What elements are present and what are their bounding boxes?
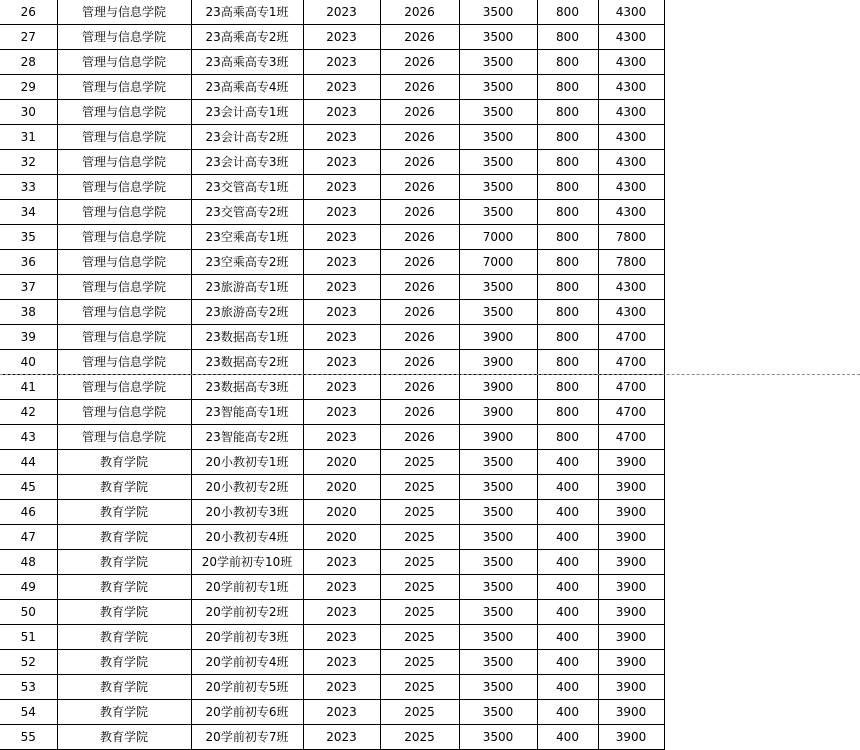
college-cell[interactable]: 教育学院 [57, 450, 191, 475]
total-cell[interactable]: 7800 [598, 250, 664, 275]
row-number-cell[interactable]: 29 [0, 75, 57, 100]
total-cell[interactable]: 3900 [598, 525, 664, 550]
tuition-cell[interactable]: 3900 [459, 325, 537, 350]
graduate-year-cell[interactable]: 2026 [380, 75, 459, 100]
graduate-year-cell[interactable]: 2025 [380, 675, 459, 700]
fee-cell[interactable]: 400 [537, 475, 598, 500]
row-number-cell[interactable]: 28 [0, 50, 57, 75]
enroll-year-cell[interactable]: 2023 [303, 225, 380, 250]
class-name-cell[interactable]: 23会计高专2班 [191, 125, 303, 150]
total-cell[interactable]: 4300 [598, 75, 664, 100]
tuition-cell[interactable]: 3500 [459, 25, 537, 50]
fee-cell[interactable]: 800 [537, 300, 598, 325]
table-row [0, 225, 664, 250]
college-cell[interactable]: 教育学院 [57, 625, 191, 650]
enroll-year-cell[interactable]: 2023 [303, 400, 380, 425]
tuition-cell[interactable]: 3500 [459, 75, 537, 100]
fee-cell[interactable]: 800 [537, 125, 598, 150]
row-number-cell[interactable]: 27 [0, 25, 57, 50]
fee-cell[interactable]: 800 [537, 325, 598, 350]
total-cell[interactable]: 3900 [598, 625, 664, 650]
class-name-cell[interactable]: 20学前初专7班 [191, 725, 303, 750]
tuition-cell[interactable]: 7000 [459, 225, 537, 250]
graduate-year-cell[interactable]: 2025 [380, 625, 459, 650]
fee-cell[interactable]: 800 [537, 175, 598, 200]
fee-cell[interactable]: 800 [537, 25, 598, 50]
class-name-cell[interactable]: 20学前初专10班 [191, 550, 303, 575]
class-name-cell[interactable]: 23交管高专2班 [191, 200, 303, 225]
row-number-cell[interactable]: 54 [0, 700, 57, 725]
fee-cell[interactable]: 400 [537, 550, 598, 575]
row-number-cell[interactable]: 32 [0, 150, 57, 175]
enroll-year-cell[interactable]: 2023 [303, 75, 380, 100]
fee-cell[interactable]: 400 [537, 700, 598, 725]
tuition-cell[interactable]: 3900 [459, 375, 537, 400]
class-name-cell[interactable]: 23高乘高专3班 [191, 50, 303, 75]
enroll-year-cell[interactable]: 2023 [303, 350, 380, 375]
enroll-year-cell[interactable]: 2023 [303, 300, 380, 325]
tuition-cell[interactable]: 3500 [459, 600, 537, 625]
fee-cell[interactable]: 400 [537, 500, 598, 525]
fee-cell[interactable]: 400 [537, 450, 598, 475]
fee-cell[interactable]: 400 [537, 600, 598, 625]
college-cell[interactable]: 管理与信息学院 [57, 0, 191, 25]
table-row [0, 200, 664, 225]
tuition-cell[interactable]: 3500 [459, 525, 537, 550]
graduate-year-cell[interactable]: 2026 [380, 400, 459, 425]
tuition-cell[interactable]: 3900 [459, 425, 537, 450]
tuition-cell[interactable]: 3500 [459, 275, 537, 300]
table-row [0, 275, 664, 300]
college-cell[interactable]: 管理与信息学院 [57, 375, 191, 400]
graduate-year-cell[interactable]: 2026 [380, 100, 459, 125]
table-row [0, 100, 664, 125]
table-row [0, 25, 664, 50]
enroll-year-cell[interactable]: 2023 [303, 725, 380, 750]
graduate-year-cell[interactable]: 2025 [380, 500, 459, 525]
graduate-year-cell[interactable]: 2025 [380, 575, 459, 600]
row-number-cell[interactable]: 36 [0, 250, 57, 275]
fee-cell[interactable]: 800 [537, 375, 598, 400]
class-name-cell[interactable]: 23高乘高专4班 [191, 75, 303, 100]
college-cell[interactable]: 管理与信息学院 [57, 125, 191, 150]
tuition-cell[interactable]: 3500 [459, 100, 537, 125]
college-cell[interactable]: 教育学院 [57, 525, 191, 550]
table-row [0, 375, 664, 400]
total-cell[interactable]: 3900 [598, 725, 664, 750]
graduate-year-cell[interactable]: 2026 [380, 0, 459, 25]
table-row [0, 700, 664, 725]
graduate-year-cell[interactable]: 2025 [380, 600, 459, 625]
total-cell[interactable]: 3900 [598, 700, 664, 725]
class-name-cell[interactable]: 23数据高专2班 [191, 350, 303, 375]
row-number-cell[interactable]: 44 [0, 450, 57, 475]
table-row [0, 50, 664, 75]
total-cell[interactable]: 3900 [598, 575, 664, 600]
table-row [0, 350, 664, 375]
tuition-cell[interactable]: 3500 [459, 175, 537, 200]
college-cell[interactable]: 教育学院 [57, 475, 191, 500]
college-cell[interactable]: 管理与信息学院 [57, 25, 191, 50]
total-cell[interactable]: 4700 [598, 325, 664, 350]
total-cell[interactable]: 4300 [598, 125, 664, 150]
class-name-cell[interactable]: 23高乘高专2班 [191, 25, 303, 50]
fee-cell[interactable]: 800 [537, 100, 598, 125]
class-name-cell[interactable]: 23空乘高专2班 [191, 250, 303, 275]
class-name-cell[interactable]: 23智能高专1班 [191, 400, 303, 425]
enroll-year-cell[interactable]: 2023 [303, 150, 380, 175]
college-cell[interactable]: 管理与信息学院 [57, 350, 191, 375]
college-cell[interactable]: 教育学院 [57, 575, 191, 600]
enroll-year-cell[interactable]: 2020 [303, 500, 380, 525]
row-number-cell[interactable]: 53 [0, 675, 57, 700]
tuition-cell[interactable]: 3500 [459, 0, 537, 25]
tuition-cell[interactable]: 3500 [459, 725, 537, 750]
table-row [0, 250, 664, 275]
row-number-cell[interactable]: 34 [0, 200, 57, 225]
graduate-year-cell[interactable]: 2026 [380, 200, 459, 225]
table-row [0, 175, 664, 200]
enroll-year-cell[interactable]: 2023 [303, 325, 380, 350]
enroll-year-cell[interactable]: 2023 [303, 200, 380, 225]
class-name-cell[interactable]: 23空乘高专1班 [191, 225, 303, 250]
table-row [0, 500, 664, 525]
fee-cell[interactable]: 800 [537, 75, 598, 100]
fee-cell[interactable]: 800 [537, 400, 598, 425]
enroll-year-cell[interactable]: 2020 [303, 525, 380, 550]
class-name-cell[interactable]: 20小教初专2班 [191, 475, 303, 500]
tuition-cell[interactable]: 3500 [459, 575, 537, 600]
graduate-year-cell[interactable]: 2025 [380, 725, 459, 750]
table-row [0, 550, 664, 575]
table-row [0, 0, 664, 25]
fee-cell[interactable]: 800 [537, 0, 598, 25]
row-number-cell[interactable]: 55 [0, 725, 57, 750]
fee-cell[interactable]: 400 [537, 575, 598, 600]
enroll-year-cell[interactable]: 2023 [303, 700, 380, 725]
total-cell[interactable]: 4300 [598, 150, 664, 175]
row-number-cell[interactable]: 43 [0, 425, 57, 450]
class-name-cell[interactable]: 20学前初专4班 [191, 650, 303, 675]
college-cell[interactable]: 管理与信息学院 [57, 275, 191, 300]
graduate-year-cell[interactable]: 2026 [380, 300, 459, 325]
table-row [0, 75, 664, 100]
graduate-year-cell[interactable]: 2026 [380, 350, 459, 375]
class-name-cell[interactable]: 20学前初专3班 [191, 625, 303, 650]
row-number-cell[interactable]: 47 [0, 525, 57, 550]
college-cell[interactable]: 管理与信息学院 [57, 175, 191, 200]
enroll-year-cell[interactable]: 2023 [303, 425, 380, 450]
college-cell[interactable]: 管理与信息学院 [57, 75, 191, 100]
tuition-cell[interactable]: 3500 [459, 650, 537, 675]
fee-cell[interactable]: 800 [537, 200, 598, 225]
total-cell[interactable]: 4300 [598, 100, 664, 125]
college-cell[interactable]: 管理与信息学院 [57, 300, 191, 325]
graduate-year-cell[interactable]: 2025 [380, 450, 459, 475]
fee-cell[interactable]: 800 [537, 275, 598, 300]
graduate-year-cell[interactable]: 2026 [380, 175, 459, 200]
total-cell[interactable]: 4300 [598, 275, 664, 300]
fee-cell[interactable]: 800 [537, 250, 598, 275]
college-cell[interactable]: 教育学院 [57, 500, 191, 525]
fee-cell[interactable]: 800 [537, 150, 598, 175]
graduate-year-cell[interactable]: 2026 [380, 250, 459, 275]
college-cell[interactable]: 管理与信息学院 [57, 200, 191, 225]
class-name-cell[interactable]: 23会计高专1班 [191, 100, 303, 125]
table-row [0, 525, 664, 550]
enroll-year-cell[interactable]: 2023 [303, 50, 380, 75]
total-cell[interactable]: 4700 [598, 350, 664, 375]
total-cell[interactable]: 3900 [598, 600, 664, 625]
enroll-year-cell[interactable]: 2023 [303, 600, 380, 625]
table-row [0, 450, 664, 475]
enroll-year-cell[interactable]: 2023 [303, 175, 380, 200]
fee-cell[interactable]: 400 [537, 725, 598, 750]
tuition-cell[interactable]: 3500 [459, 550, 537, 575]
total-cell[interactable]: 4300 [598, 0, 664, 25]
class-name-cell[interactable]: 20小教初专3班 [191, 500, 303, 525]
class-name-cell[interactable]: 20小教初专4班 [191, 525, 303, 550]
tuition-cell[interactable]: 3500 [459, 125, 537, 150]
class-name-cell[interactable]: 23会计高专3班 [191, 150, 303, 175]
total-cell[interactable]: 3900 [598, 550, 664, 575]
enroll-year-cell[interactable]: 2023 [303, 650, 380, 675]
college-cell[interactable]: 管理与信息学院 [57, 100, 191, 125]
row-number-cell[interactable]: 45 [0, 475, 57, 500]
fee-cell[interactable]: 400 [537, 525, 598, 550]
row-number-cell[interactable]: 50 [0, 600, 57, 625]
total-cell[interactable]: 3900 [598, 475, 664, 500]
class-name-cell[interactable]: 23旅游高专2班 [191, 300, 303, 325]
college-cell[interactable]: 管理与信息学院 [57, 325, 191, 350]
row-number-cell[interactable]: 31 [0, 125, 57, 150]
college-cell[interactable]: 教育学院 [57, 675, 191, 700]
tuition-cell[interactable]: 3500 [459, 625, 537, 650]
total-cell[interactable]: 4700 [598, 400, 664, 425]
graduate-year-cell[interactable]: 2025 [380, 550, 459, 575]
graduate-year-cell[interactable]: 2025 [380, 650, 459, 675]
enroll-year-cell[interactable]: 2023 [303, 275, 380, 300]
total-cell[interactable]: 3900 [598, 500, 664, 525]
fee-cell[interactable]: 800 [537, 225, 598, 250]
college-cell[interactable]: 管理与信息学院 [57, 250, 191, 275]
class-name-cell[interactable]: 20学前初专1班 [191, 575, 303, 600]
row-number-cell[interactable]: 46 [0, 500, 57, 525]
tuition-cell[interactable]: 3500 [459, 500, 537, 525]
fee-cell[interactable]: 400 [537, 650, 598, 675]
table-row [0, 400, 664, 425]
graduate-year-cell[interactable]: 2025 [380, 475, 459, 500]
row-number-cell[interactable]: 26 [0, 0, 57, 25]
class-name-cell[interactable]: 23数据高专3班 [191, 375, 303, 400]
row-number-cell[interactable]: 30 [0, 100, 57, 125]
table-row [0, 650, 664, 675]
row-number-cell[interactable]: 41 [0, 375, 57, 400]
college-cell[interactable]: 教育学院 [57, 700, 191, 725]
total-cell[interactable]: 4300 [598, 25, 664, 50]
fee-cell[interactable]: 800 [537, 350, 598, 375]
enroll-year-cell[interactable]: 2023 [303, 550, 380, 575]
tuition-cell[interactable]: 3500 [459, 150, 537, 175]
tuition-cell[interactable]: 3500 [459, 700, 537, 725]
enroll-year-cell[interactable]: 2023 [303, 375, 380, 400]
table-row [0, 475, 664, 500]
graduate-year-cell[interactable]: 2025 [380, 525, 459, 550]
enroll-year-cell[interactable]: 2023 [303, 675, 380, 700]
enroll-year-cell[interactable]: 2023 [303, 250, 380, 275]
total-cell[interactable]: 4300 [598, 300, 664, 325]
enroll-year-cell[interactable]: 2023 [303, 25, 380, 50]
row-number-cell[interactable]: 40 [0, 350, 57, 375]
row-number-cell[interactable]: 35 [0, 225, 57, 250]
tuition-cell[interactable]: 3500 [459, 475, 537, 500]
row-number-cell[interactable]: 39 [0, 325, 57, 350]
total-cell[interactable]: 3900 [598, 675, 664, 700]
table-row [0, 575, 664, 600]
class-name-cell[interactable]: 23智能高专2班 [191, 425, 303, 450]
enroll-year-cell[interactable]: 2023 [303, 0, 380, 25]
graduate-year-cell[interactable]: 2026 [380, 275, 459, 300]
tuition-cell[interactable]: 3900 [459, 400, 537, 425]
graduate-year-cell[interactable]: 2026 [380, 375, 459, 400]
class-name-cell[interactable]: 20学前初专2班 [191, 600, 303, 625]
tuition-cell[interactable]: 3500 [459, 50, 537, 75]
fee-cell[interactable]: 800 [537, 425, 598, 450]
college-cell[interactable]: 教育学院 [57, 725, 191, 750]
fee-cell[interactable]: 400 [537, 625, 598, 650]
table-row [0, 325, 664, 350]
table-row [0, 600, 664, 625]
total-cell[interactable]: 3900 [598, 450, 664, 475]
college-cell[interactable]: 管理与信息学院 [57, 400, 191, 425]
table-row [0, 300, 664, 325]
graduate-year-cell[interactable]: 2026 [380, 225, 459, 250]
tuition-cell[interactable]: 3500 [459, 200, 537, 225]
college-cell[interactable]: 管理与信息学院 [57, 225, 191, 250]
row-number-cell[interactable]: 49 [0, 575, 57, 600]
enroll-year-cell[interactable]: 2023 [303, 575, 380, 600]
tuition-cell[interactable]: 3900 [459, 350, 537, 375]
row-number-cell[interactable]: 42 [0, 400, 57, 425]
total-cell[interactable]: 4300 [598, 175, 664, 200]
total-cell[interactable]: 4700 [598, 375, 664, 400]
table-row [0, 125, 664, 150]
fee-cell[interactable]: 800 [537, 50, 598, 75]
college-cell[interactable]: 教育学院 [57, 550, 191, 575]
enroll-year-cell[interactable]: 2023 [303, 125, 380, 150]
class-name-cell[interactable]: 23数据高专1班 [191, 325, 303, 350]
college-cell[interactable]: 管理与信息学院 [57, 50, 191, 75]
tuition-cell[interactable]: 7000 [459, 250, 537, 275]
class-name-cell[interactable]: 23交管高专1班 [191, 175, 303, 200]
class-name-cell[interactable]: 23旅游高专1班 [191, 275, 303, 300]
class-name-cell[interactable]: 20学前初专5班 [191, 675, 303, 700]
graduate-year-cell[interactable]: 2026 [380, 325, 459, 350]
enroll-year-cell[interactable]: 2020 [303, 450, 380, 475]
row-number-cell[interactable]: 52 [0, 650, 57, 675]
enroll-year-cell[interactable]: 2023 [303, 625, 380, 650]
graduate-year-cell[interactable]: 2026 [380, 50, 459, 75]
graduate-year-cell[interactable]: 2026 [380, 425, 459, 450]
table-row [0, 150, 664, 175]
fee-cell[interactable]: 400 [537, 675, 598, 700]
row-number-cell[interactable]: 33 [0, 175, 57, 200]
table-row [0, 625, 664, 650]
graduate-year-cell[interactable]: 2025 [380, 700, 459, 725]
class-name-cell[interactable]: 20学前初专6班 [191, 700, 303, 725]
total-cell[interactable]: 4300 [598, 50, 664, 75]
total-cell[interactable]: 4300 [598, 200, 664, 225]
row-number-cell[interactable]: 37 [0, 275, 57, 300]
total-cell[interactable]: 7800 [598, 225, 664, 250]
graduate-year-cell[interactable]: 2026 [380, 150, 459, 175]
row-number-cell[interactable]: 48 [0, 550, 57, 575]
row-number-cell[interactable]: 51 [0, 625, 57, 650]
enroll-year-cell[interactable]: 2020 [303, 475, 380, 500]
total-cell[interactable]: 3900 [598, 650, 664, 675]
tuition-cell[interactable]: 3500 [459, 450, 537, 475]
college-cell[interactable]: 管理与信息学院 [57, 425, 191, 450]
college-cell[interactable]: 教育学院 [57, 650, 191, 675]
college-cell[interactable]: 管理与信息学院 [57, 150, 191, 175]
row-number-cell[interactable]: 38 [0, 300, 57, 325]
table-row [0, 675, 664, 700]
enroll-year-cell[interactable]: 2023 [303, 100, 380, 125]
table-row [0, 425, 664, 450]
class-name-cell[interactable]: 23高乘高专1班 [191, 0, 303, 25]
graduate-year-cell[interactable]: 2026 [380, 125, 459, 150]
graduate-year-cell[interactable]: 2026 [380, 25, 459, 50]
college-cell[interactable]: 教育学院 [57, 600, 191, 625]
total-cell[interactable]: 4700 [598, 425, 664, 450]
tuition-cell[interactable]: 3500 [459, 675, 537, 700]
tuition-cell[interactable]: 3500 [459, 300, 537, 325]
class-name-cell[interactable]: 20小教初专1班 [191, 450, 303, 475]
